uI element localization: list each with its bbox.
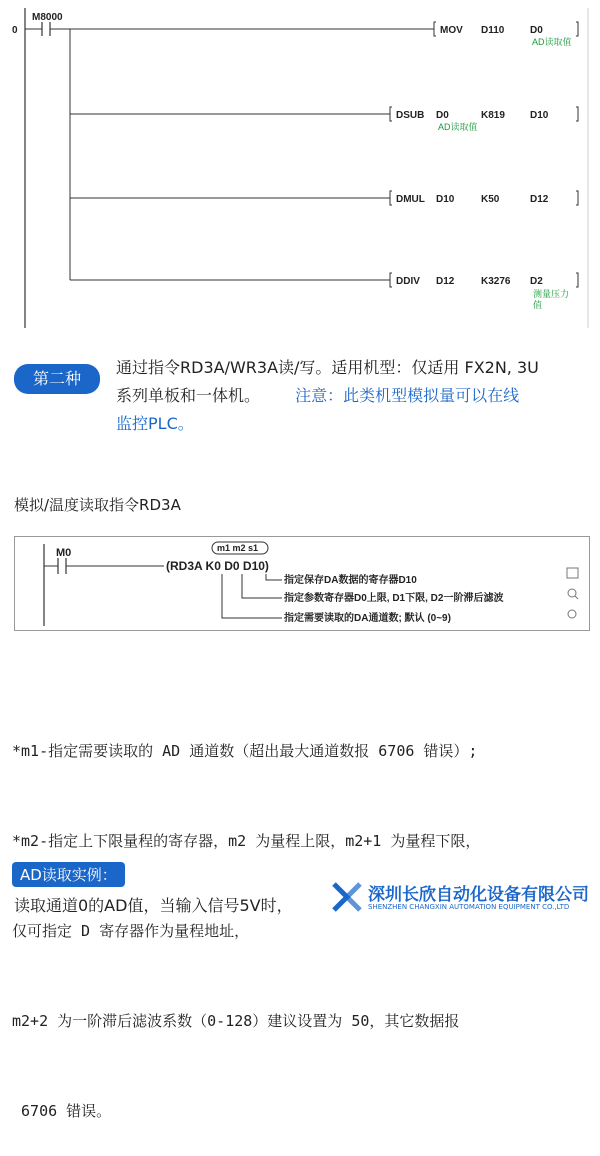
fullscreen-icon xyxy=(567,568,578,578)
desc-k0: 指定需要读取的DA通道数; 默认 (0~9) xyxy=(284,613,451,624)
ddiv-op: DDIV xyxy=(396,276,420,287)
ladder-diagram-2 xyxy=(14,536,590,632)
company-logo-icon xyxy=(330,880,364,914)
params-label: m1 m2 s1 xyxy=(217,543,259,553)
note-line: 6706 错误。 xyxy=(12,1102,112,1120)
method-badge: 第二种 xyxy=(14,364,100,394)
note-line: 仅可指定 D 寄存器作为量程地址， xyxy=(12,922,250,940)
method-line-2 xyxy=(116,382,596,410)
method-description xyxy=(116,354,596,438)
settings-icon xyxy=(568,610,576,618)
dsub-op: DSUB xyxy=(396,110,425,121)
dsub-a: D0 xyxy=(436,110,449,121)
method-note-line-3: 监控PLC。 xyxy=(116,414,194,433)
ladder-diagram-1 xyxy=(0,0,600,335)
ddiv-b: K3276 xyxy=(481,276,511,287)
ddiv-c-comment-2: 值 xyxy=(533,300,543,310)
ddiv-a: D12 xyxy=(436,276,455,287)
step-number: 0 xyxy=(12,25,18,36)
example-text: 读取通道0的AD值，当输入信号5V时， xyxy=(14,896,293,915)
method-line-1: 通过指令RD3A/WR3A读/写。适用机型：仅适用 FX2N, 3U xyxy=(116,358,539,377)
dsub-c: D10 xyxy=(530,110,549,121)
desc-d0: 指定参数寄存器D0上限, D1下限, D2一阶滞后滤波 xyxy=(284,593,504,604)
section-title: 模拟/温度读取指令RD3A xyxy=(14,496,181,514)
desc-d10: 指定保存DA数据的寄存器D10 xyxy=(284,575,417,586)
ddiv-c-comment-1: 测量压力 xyxy=(533,289,570,299)
mov-op: MOV xyxy=(440,25,463,36)
mov-dst: D0 xyxy=(530,25,543,36)
note-line: *m1-指定需要读取的 AD 通道数（超出最大通道数报 6706 错误）; xyxy=(12,742,478,760)
mov-dst-comment: AD读取值 xyxy=(532,37,572,47)
contact-label: M8000 xyxy=(32,12,63,23)
method-note: 注意：此类机型模拟量可以在线 xyxy=(295,386,520,405)
dmul-c: D12 xyxy=(530,194,549,205)
rd3a-instruction: (RD3A K0 D0 D10) xyxy=(166,559,269,573)
dmul-op: DMUL xyxy=(396,194,425,205)
dsub-a-comment: AD读取值 xyxy=(438,122,478,132)
company-watermark xyxy=(330,878,598,918)
dsub-b: K819 xyxy=(481,110,505,121)
ddiv-c: D2 xyxy=(530,276,543,287)
note-line: m2+2 为一阶滞后滤波系数（0-128）建议设置为 50，其它数据报 xyxy=(12,1012,460,1030)
company-name-cn: 深圳长欣自动化设备有限公司 xyxy=(368,885,589,905)
contact-m0: M0 xyxy=(56,547,72,559)
example-badge: AD读取实例： xyxy=(12,862,125,887)
mov-src: D110 xyxy=(481,25,505,36)
method-line-2-text: 系列单板和一体机。 xyxy=(116,386,261,405)
note-line: *m2-指定上下限量程的寄存器，m2 为量程上限，m2+1 为量程下限， xyxy=(12,832,481,850)
dmul-a: D10 xyxy=(436,194,455,205)
dmul-b: K50 xyxy=(481,194,500,205)
zoom-icon xyxy=(568,589,576,597)
company-name-en: SHENZHEN CHANGXIN AUTOMATION EQUIPMENT CO.,LTD xyxy=(368,903,570,911)
